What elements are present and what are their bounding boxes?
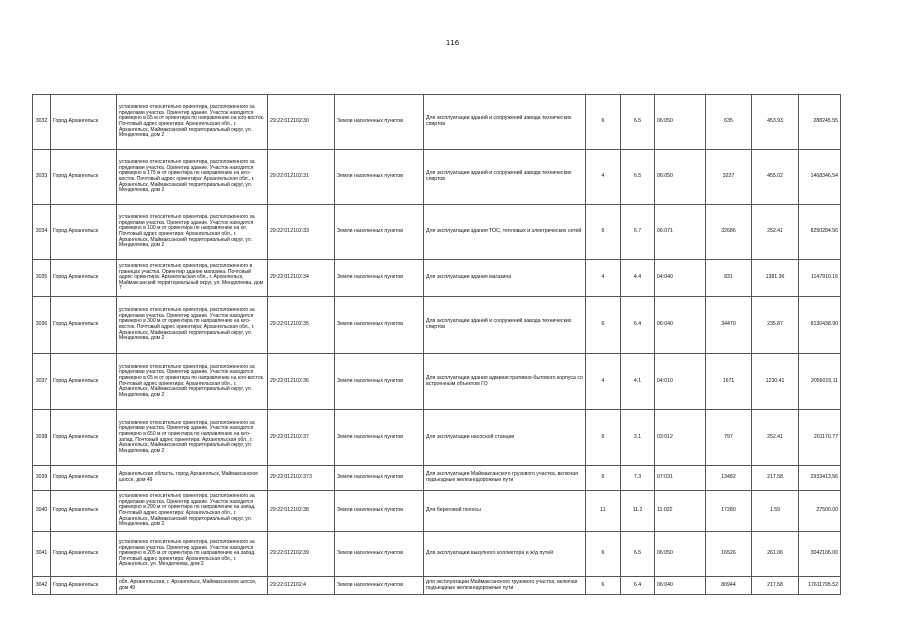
cadastral-value-cell: 17611795.52	[799, 577, 841, 595]
table-row	[33, 577, 841, 595]
group-cell: 11	[586, 491, 621, 532]
subgroup-cell: 6.5	[621, 95, 655, 150]
group-cell: 6	[586, 466, 621, 491]
land-category-cell: Земли населенных пунктов	[335, 150, 424, 205]
area-cell: 635	[706, 95, 752, 150]
cadastral-value-cell: 2933413,56	[799, 466, 841, 491]
row-number: 3034	[33, 205, 51, 260]
group-cell: 6	[586, 95, 621, 150]
row-number: 3037	[33, 354, 51, 410]
city-cell: Город Архангельск	[51, 297, 117, 354]
code-cell: 04:010	[655, 354, 706, 410]
code-cell: 06:071	[655, 205, 706, 260]
row-number: 3039	[33, 466, 51, 491]
specific-value-cell: 1230.41	[752, 354, 799, 410]
city-cell: Город Архангельск	[51, 95, 117, 150]
area-cell: 16526	[706, 532, 752, 577]
location-description-cell: установлено относительно ориентира, расположенного за пределами участка. Ориентир здание. Участок находится примерно в 100 м от ориентира по направлению на юг. Почтовый адрес ориентира: Архангельская обл., г. Архангельск, Маймаксанский территориальный округ, ул. Менделеева, дом 2	[117, 205, 268, 260]
cadastral-value-cell: 27500.00	[799, 491, 841, 532]
cadastral-value-cell: 1468346,54	[799, 150, 841, 205]
specific-value-cell: 1381.36	[752, 260, 799, 297]
specific-value-cell: 252.41	[752, 205, 799, 260]
permitted-use-cell: Для эксплуатации насосной станции	[424, 410, 586, 466]
table-row	[33, 205, 841, 260]
page-number: 116	[445, 39, 460, 47]
specific-value-cell: 261.06	[752, 532, 799, 577]
cadastral-value-cell: 201170.77	[799, 410, 841, 466]
cadastral-value-cell: 8250284.56	[799, 205, 841, 260]
table-row	[33, 410, 841, 466]
permitted-use-cell: Для береговой полосы	[424, 491, 586, 532]
row-number: 3038	[33, 410, 51, 466]
area-cell: 13482	[706, 466, 752, 491]
cadastral-number-cell: 29:22:012102:36	[268, 354, 335, 410]
cadastral-value-cell: 3042106.00	[799, 532, 841, 577]
group-cell: 6	[586, 297, 621, 354]
cadastral-number-cell: 29:22:012102:373	[268, 466, 335, 491]
specific-value-cell: 1.59	[752, 491, 799, 532]
table-row	[33, 354, 841, 410]
location-description-cell: установлено относительно ориентира, расположенного за пределами участка. Ориентир здание. Участок находится примерно в 300 м от ориентира по направлению на юго-восток. Почтовый адрес ориентира: Архангельская обл., г. Архангельск, Маймаксанский территориальный округ, ул. Менделеева, дом 2	[117, 297, 268, 354]
cadastral-number-cell: 29:22:012102:33	[268, 205, 335, 260]
specific-value-cell: 235.87	[752, 297, 799, 354]
code-cell: 06:050	[655, 95, 706, 150]
specific-value-cell: 217.58	[752, 466, 799, 491]
table-row	[33, 466, 841, 491]
location-description-cell: установлено относительно ориентира, расположенного за пределами участка. Ориентир здание. Участок находится примерно в 205 м от ориентира по направлению на запад. Почтовый адрес ориентира: Архангельская обл., г. Архангельск, ул. Менделеева, дом 2	[117, 532, 268, 577]
subgroup-cell: 6.4	[621, 577, 655, 595]
group-cell: 4	[586, 260, 621, 297]
land-category-cell: Земли населенных пунктов	[335, 205, 424, 260]
area-cell: 80944	[706, 577, 752, 595]
cadastral-number-cell: 29:22:012102:38	[268, 491, 335, 532]
subgroup-cell: 6.5	[621, 150, 655, 205]
code-cell: 06:050	[655, 532, 706, 577]
land-category-cell: Земли населенных пунктов	[335, 466, 424, 491]
cadastral-number-cell: 29:22:012102:4	[268, 577, 335, 595]
location-description-cell: установлено относительно ориентира, расположенного в границах участка. Ориентир здание магазина. Почтовый адрес ориентира: Архангельская обл., г. Архангельск, Маймаксанский территориальный округ, ул. Менделеева, дом 7	[117, 260, 268, 297]
cadastral-value-cell: 8130438.90	[799, 297, 841, 354]
subgroup-cell: 4.1	[621, 354, 655, 410]
land-category-cell: Земли населенных пунктов	[335, 577, 424, 595]
location-description-cell: установлено относительно ориентира, расположенного за пределами участка. Ориентир здание. Участок находится примерно в 290 м от ориентира по направлению на запад. Почтовый адрес ориентира: Архангельская обл., г. Архангельск, Маймаксанский территориальный округ, ул. Менделеева, дом 2	[117, 491, 268, 532]
permitted-use-cell: Для эксплуатации зданий и сооружений завода технических спиртов	[424, 297, 586, 354]
row-number: 3041	[33, 532, 51, 577]
code-cell: 03:012	[655, 410, 706, 466]
land-category-cell: Земли населенных пунктов	[335, 95, 424, 150]
area-cell: 831	[706, 260, 752, 297]
table-row	[33, 532, 841, 577]
permitted-use-cell: Для эксплуатации зданий и сооружений завода технических спиртов	[424, 150, 586, 205]
cadastral-number-cell: 29:22:012102:35	[268, 297, 335, 354]
city-cell: Город Архангельск	[51, 491, 117, 532]
location-description-cell: обл. Архангельская, г. Архангельск, Маймаксанское шоссе, дом 49	[117, 577, 268, 595]
code-cell: 06:050	[655, 150, 706, 205]
cadastral-value-cell: 288245.55	[799, 95, 841, 150]
subgroup-cell: 4.4	[621, 260, 655, 297]
permitted-use-cell: Для эксплуатации здания магазина	[424, 260, 586, 297]
table-row	[33, 297, 841, 354]
row-number: 3040	[33, 491, 51, 532]
cadastral-number-cell: 29:22:012102:39	[268, 532, 335, 577]
cadastral-number-cell: 29:22:012102:31	[268, 150, 335, 205]
table-row	[33, 150, 841, 205]
group-cell: 6	[586, 205, 621, 260]
cadastral-value-cell: 1147910.16	[799, 260, 841, 297]
specific-value-cell: 217.58	[752, 577, 799, 595]
land-category-cell: Земли населенных пунктов	[335, 491, 424, 532]
area-cell: 34470	[706, 297, 752, 354]
land-category-cell: Земли населенных пунктов	[335, 354, 424, 410]
city-cell: Город Архангельск	[51, 410, 117, 466]
area-cell: 797	[706, 410, 752, 466]
area-cell: 17280	[706, 491, 752, 532]
area-cell: 3227	[706, 150, 752, 205]
code-cell: 06:040	[655, 577, 706, 595]
land-category-cell: Земли населенных пунктов	[335, 260, 424, 297]
land-category-cell: Земли населенных пунктов	[335, 410, 424, 466]
row-number: 3036	[33, 297, 51, 354]
group-cell: 6	[586, 532, 621, 577]
location-description-cell: установлено относительно ориентира, расположенного за пределами участка. Ориентир здание. Участок находится примерно в 175 м от ориентира по направлению на юго-восток. Почтовый адрес ориентира: Архангельская обл., г. Архангельск, Маймаксанский территориальный округ, ул. Менделеева, дом 2	[117, 150, 268, 205]
subgroup-cell: 6.7	[621, 205, 655, 260]
permitted-use-cell: Для эксплуатации здания ТОС, тепловых и электрических сетей	[424, 205, 586, 260]
group-cell: 4	[586, 354, 621, 410]
cadastral-number-cell: 29:22:012102:37	[268, 410, 335, 466]
specific-value-cell: 453.93	[752, 95, 799, 150]
cadastral-number-cell: 29:22:012102:34	[268, 260, 335, 297]
location-description-cell: установлено относительно ориентира, расположенного за пределами участка. Ориентир здание. Участок находится примерно в 65 м от ориентира по направлению на юго-восток. Почтовый адрес ориентира: Архангельская обл., г. Архангельск, Маймаксанский территориальный округ, ул. Менделеева, дом 2	[117, 354, 268, 410]
table-row	[33, 95, 841, 150]
location-description-cell: установлено относительно ориентира, расположенного за пределами участка. Ориентир здание. Участок находится примерно в 65 м от ориентира по направлению на юго-восток. Почтовый адрес ориентира: Архангельская обл., г. Архангельск, Маймаксанский территориальный округ, ул. Менделеева, дом 2	[117, 95, 268, 150]
table-row	[33, 260, 841, 297]
cadastral-number-cell: 29:22:012102:30	[268, 95, 335, 150]
row-number: 3032	[33, 95, 51, 150]
group-cell: 6	[586, 410, 621, 466]
table-body	[33, 95, 841, 595]
city-cell: Город Архангельск	[51, 260, 117, 297]
specific-value-cell: 252.41	[752, 410, 799, 466]
subgroup-cell: 6.4	[621, 297, 655, 354]
code-cell: 06:040	[655, 297, 706, 354]
row-number: 3033	[33, 150, 51, 205]
location-description-cell: установлено относительно ориентира, расположенного за пределами участка. Ориентир здание. Участок находится примерно в 650 м от ориентира по направлению на юго-запад. Почтовый адрес ориентира: Архангельская обл., г. Архангельск, Маймаксанский территориальный округ, ул. Менделеева, дом 2	[117, 410, 268, 466]
permitted-use-cell: Для эксплуатации выкупного коллектора и ж/д путей	[424, 532, 586, 577]
city-cell: Город Архангельск	[51, 205, 117, 260]
row-number: 3035	[33, 260, 51, 297]
permitted-use-cell: для эксплуатации Маймаксанского грузового участка, включая подъездные железнодорожные пути	[424, 577, 586, 595]
subgroup-cell: 11.2	[621, 491, 655, 532]
permitted-use-cell: Для эксплуатации Маймаксанского грузового участка, включая подъездные железнодорожные пути	[424, 466, 586, 491]
subgroup-cell: 7.3	[621, 466, 655, 491]
specific-value-cell: 455.02	[752, 150, 799, 205]
code-cell: 11:022	[655, 491, 706, 532]
subgroup-cell: 3.1	[621, 410, 655, 466]
land-category-cell: Земли населенных пунктов	[335, 532, 424, 577]
permitted-use-cell: Для эксплуатации зданий и сооружений завода технических спиртов	[424, 95, 586, 150]
area-cell: 1671	[706, 354, 752, 410]
city-cell: Город Архангельск	[51, 150, 117, 205]
area-cell: 32686	[706, 205, 752, 260]
city-cell: Город Архангельск	[51, 577, 117, 595]
table-row	[33, 491, 841, 532]
group-cell: 6	[586, 577, 621, 595]
land-registry-table	[32, 94, 841, 595]
city-cell: Город Архангельск	[51, 354, 117, 410]
cadastral-value-cell: 2056015,11	[799, 354, 841, 410]
row-number: 3042	[33, 577, 51, 595]
location-description-cell: Архангельская область, город Архангельск, Маймаксанское шоссе, дом 49	[117, 466, 268, 491]
city-cell: Город Архангельск	[51, 466, 117, 491]
permitted-use-cell: Для эксплуатации здания административно-бытового корпуса со встроенным объектом ГО	[424, 354, 586, 410]
city-cell: Город Архангельск	[51, 532, 117, 577]
code-cell: 04:040	[655, 260, 706, 297]
subgroup-cell: 6.5	[621, 532, 655, 577]
group-cell: 4	[586, 150, 621, 205]
code-cell: 07:031	[655, 466, 706, 491]
land-category-cell: Земли населенных пунктов	[335, 297, 424, 354]
